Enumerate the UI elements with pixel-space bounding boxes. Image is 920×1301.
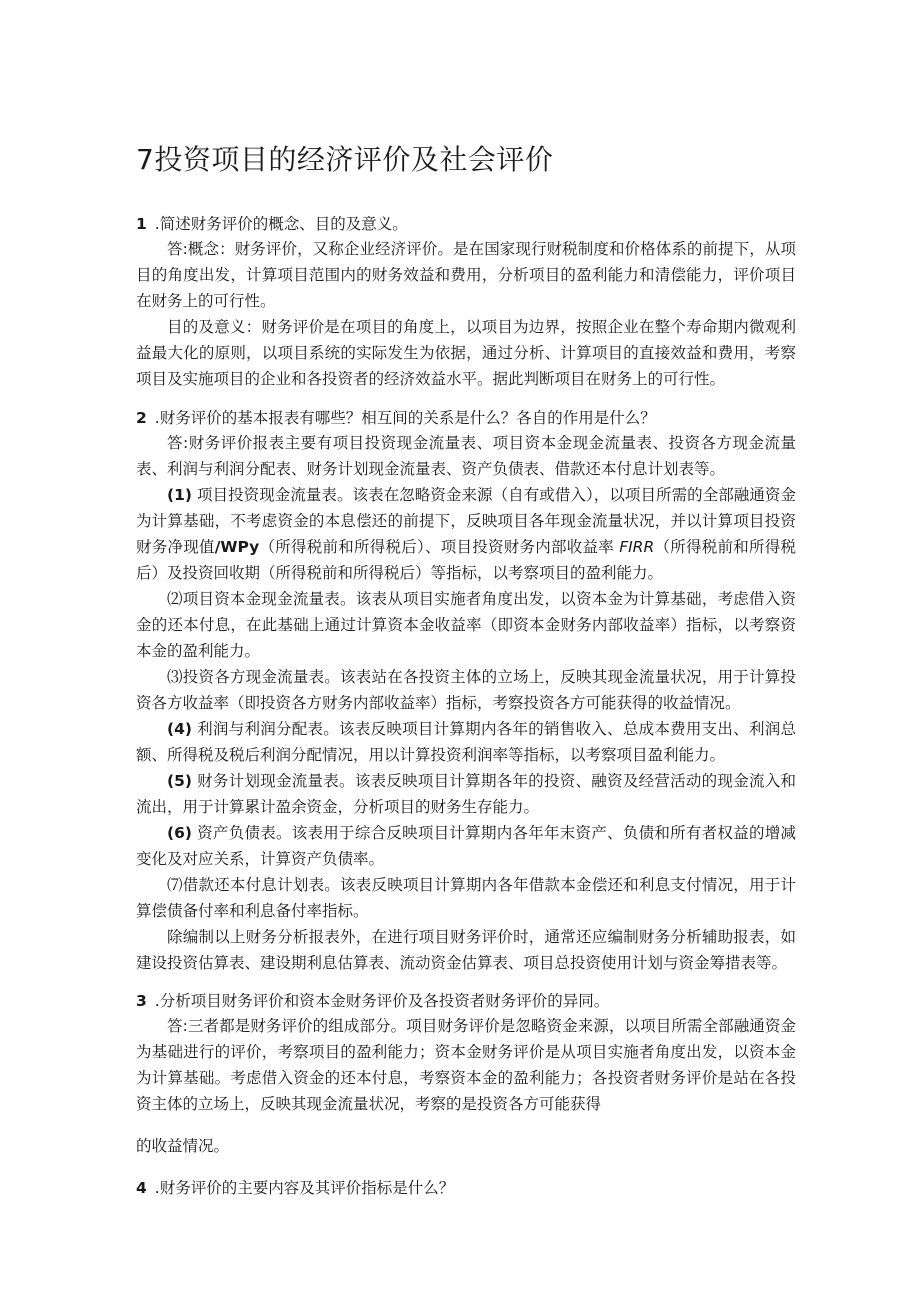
question-text: .财务评价的主要内容及其评价指标是什么？ (154, 1179, 455, 1197)
question-3-heading (136, 988, 796, 1014)
question-text: .简述财务评价的概念、目的及意义。 (154, 215, 408, 233)
item-text-part-3: （所得税前和所得税后）及投资回收期（所得税前和所得税后）等指标，以考察项目的盈利能力。 (136, 538, 796, 582)
page-title: 7投资项目的经济评价及社会评价 (136, 143, 554, 176)
report-item-7: ⑺借款还本付息计划表。该表反映项目计算期内各年借款本金偿还和利息支付情况，用于计算偿债备付率和利息备付率指标。 (136, 876, 796, 920)
item-marker: (6) (167, 824, 192, 842)
item-text: 财务计划现金流量表。该表反映项目计算期各年的投资、融资及经营活动的现金流入和流出，用于计算累计盈余资金，分析项目的财务生存能力。 (136, 772, 796, 816)
question-3-answer: 答:三者都是财务评价的组成部分。项目财务评价是忽略资金来源，以项目所需全部融通资金为基础进行的评价，考察项目的盈利能力；资本金财务评价是从项目实施者角度出发，以资本金为计算基础。考虑借入资金的还本付息，考察资本金的盈利能力；各投资者财务评价是站在各投资主体的立场上，反映其现金流量状况，考察的是投资各方可能获得 (136, 1017, 796, 1113)
question-2-heading (136, 405, 796, 431)
item-text: 利润与利润分配表。该表反映项目计算期内各年的销售收入、总成本费用支出、利润总额、所得税及税后利润分配情况，用以计算投资利润率等指标，以考察项目盈利能力。 (136, 720, 796, 764)
report-item-1 (136, 482, 796, 586)
item-text-part-1: 项目投资现金流量表。该表在忽略资金来源（自有或借入），以项目所需的全部融通资金为计算基础，不考虑资金的本息偿还的前提下，反映项目各年现金流量状况，并以计算项目投资财务净现值 (136, 486, 796, 556)
question-number: 2 (136, 409, 147, 427)
question-text: .分析项目财务评价和资本金财务评价及各投资者财务评价的异同。 (154, 992, 610, 1010)
question-4-heading (136, 1175, 796, 1201)
question-text: .财务评价的基本报表有哪些？相互间的关系是什么？各自的作用是什么？ (154, 409, 656, 427)
question-1-heading (136, 211, 796, 237)
npv-symbol: /WPy (214, 538, 260, 556)
item-marker: (1) (167, 486, 192, 504)
report-item-3: ⑶投资各方现金流量表。该表站在各投资主体的立场上，反映其现金流量状况，用于计算投资各方收益率（即投资各方财务内部收益率）指标，考察投资各方可能获得的收益情况。 (136, 668, 796, 712)
question-1-answer-purpose: 目的及意义：财务评价是在项目的角度上，以项目为边界，按照企业在整个寿命期内微观利益最大化的原则，以项目系统的实际发生为依据，通过分析、计算项目的直接效益和费用，考察项目及实施项目的企业和各投资者的经济效益水平。据此判断项目在财务上的可行性。 (136, 318, 796, 388)
item-text: 资产负债表。该表用于综合反映项目计算期内各年年末资产、负债和所有者权益的增减变化及对应关系，计算资产负债率。 (136, 824, 796, 868)
question-number: 4 (136, 1179, 147, 1197)
report-item-2: ⑵项目资本金现金流量表。该表从项目实施者角度出发，以资本金为计算基础，考虑借入资金的还本付息，在此基础上通过计算资本金收益率（即资本金财务内部收益率）指标，以考察资本金的盈利能力。 (136, 590, 796, 660)
item-marker: (4) (167, 720, 192, 738)
item-marker: (5) (167, 772, 192, 790)
question-1-answer-concept: 答:概念：财务评价，又称企业经济评价。是在国家现行财税制度和价格体系的前提下，从项目的角度出发，计算项目范围内的财务效益和费用，分析项目的盈利能力和清偿能力，评价项目在财务上的可行性。 (136, 240, 796, 310)
report-item-6 (136, 820, 796, 872)
question-number: 1 (136, 215, 147, 233)
question-2-answer-intro: 答:财务评价报表主要有项目投资现金流量表、项目资本金现金流量表、投资各方现金流量表、利润与利润分配表、财务计划现金流量表、资产负债表、借款还本付息计划表等。 (136, 434, 796, 478)
firr-symbol: FIRR (619, 538, 655, 556)
report-item-4 (136, 716, 796, 768)
question-number: 3 (136, 992, 147, 1010)
item-text-part-2: （所得税前和所得税后）、项目投资财务内部收益率 (259, 538, 614, 556)
report-item-5 (136, 768, 796, 820)
question-3-answer-continued: 的收益情况。 (136, 1137, 230, 1155)
question-2-answer-outro: 除编制以上财务分析报表外，在进行项目财务评价时，通常还应编制财务分析辅助报表，如建设投资估算表、建设期利息估算表、流动资金估算表、项目总投资使用计划与资金筹措表等。 (136, 928, 796, 972)
